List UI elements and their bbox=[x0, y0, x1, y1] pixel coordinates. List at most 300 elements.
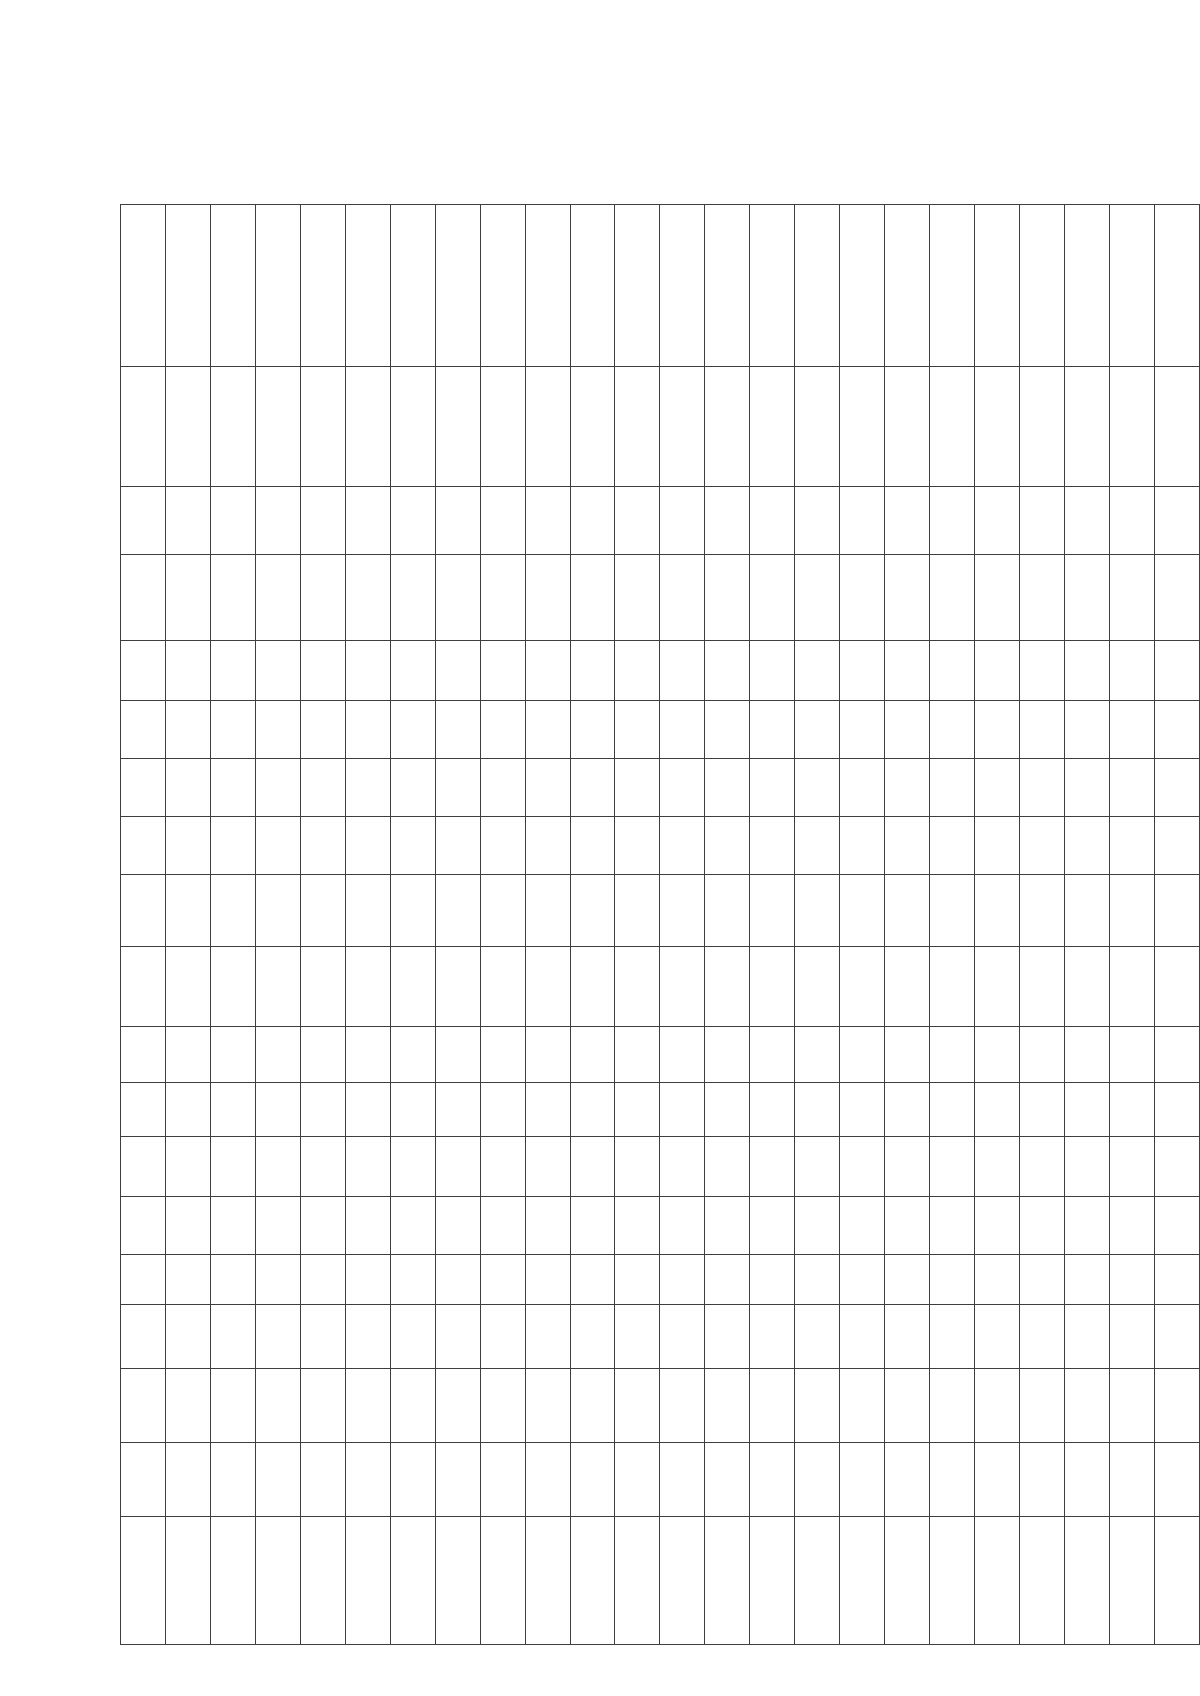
cell-c11 bbox=[975, 875, 1020, 947]
cell-address-2 bbox=[660, 205, 705, 367]
cell-count bbox=[255, 1083, 300, 1137]
cell-c15 bbox=[885, 641, 930, 701]
cell-c6 bbox=[930, 1197, 975, 1255]
cell-c15 bbox=[255, 641, 300, 701]
cell-c5 bbox=[570, 1255, 615, 1305]
cell-c16 bbox=[435, 555, 480, 641]
cell-c10 bbox=[210, 947, 255, 1027]
cell-address-2 bbox=[480, 205, 525, 367]
cell-location bbox=[390, 1517, 435, 1645]
cell-count bbox=[210, 1083, 255, 1137]
cell-count bbox=[930, 1083, 975, 1137]
cell-c6 bbox=[1154, 1197, 1199, 1255]
cell-surface bbox=[121, 1305, 166, 1369]
cell-surface bbox=[795, 1305, 840, 1369]
cell-c12 bbox=[840, 817, 885, 875]
cell-address-2 bbox=[435, 205, 480, 367]
cell-count bbox=[480, 1083, 525, 1137]
cell-address bbox=[615, 367, 660, 487]
cell-c17 bbox=[885, 487, 930, 555]
cell-c16 bbox=[210, 555, 255, 641]
cell-c10 bbox=[121, 947, 166, 1027]
cell-c7 bbox=[1020, 1137, 1065, 1197]
cell-location bbox=[300, 1517, 345, 1645]
cell-c11 bbox=[840, 875, 885, 947]
cell-surface bbox=[615, 1305, 660, 1369]
table-row bbox=[885, 205, 930, 1645]
cell-c15 bbox=[390, 641, 435, 701]
cell-c12 bbox=[1065, 817, 1110, 875]
cell-volume bbox=[840, 1027, 885, 1083]
cell-c13 bbox=[1065, 759, 1110, 817]
cell-c15 bbox=[1020, 641, 1065, 701]
cell-volume bbox=[390, 1027, 435, 1083]
cell-c16 bbox=[930, 555, 975, 641]
cell-c13 bbox=[930, 759, 975, 817]
cell-c15 bbox=[300, 641, 345, 701]
cell-longitude bbox=[525, 1369, 570, 1443]
cell-longitude bbox=[435, 1369, 480, 1443]
cell-c13 bbox=[570, 759, 615, 817]
cell-location bbox=[1154, 1517, 1199, 1645]
cell-c6 bbox=[390, 1197, 435, 1255]
cell-latitude bbox=[705, 1443, 750, 1517]
cell-c5 bbox=[975, 1255, 1020, 1305]
cell-location bbox=[480, 1517, 525, 1645]
cell-address bbox=[1109, 367, 1154, 487]
cell-address-2 bbox=[300, 205, 345, 367]
cell-c7 bbox=[750, 1137, 795, 1197]
cell-address bbox=[435, 367, 480, 487]
cell-address-2 bbox=[615, 205, 660, 367]
cell-c11 bbox=[930, 875, 975, 947]
cell-c5 bbox=[750, 1255, 795, 1305]
cell-c14 bbox=[1065, 701, 1110, 759]
cell-c14 bbox=[165, 701, 210, 759]
cell-address-2 bbox=[840, 205, 885, 367]
cell-c7 bbox=[885, 1137, 930, 1197]
cell-c7 bbox=[1065, 1137, 1110, 1197]
cell-c10 bbox=[615, 947, 660, 1027]
cell-c14 bbox=[570, 701, 615, 759]
cell-c12 bbox=[1109, 817, 1154, 875]
cell-c13 bbox=[210, 759, 255, 817]
cell-c17 bbox=[750, 487, 795, 555]
cell-c6 bbox=[1065, 1197, 1110, 1255]
cell-c17 bbox=[570, 487, 615, 555]
cell-c15 bbox=[615, 641, 660, 701]
cell-c13 bbox=[255, 759, 300, 817]
registry-table bbox=[120, 204, 1200, 1645]
cell-volume bbox=[750, 1027, 795, 1083]
cell-address-2 bbox=[345, 205, 390, 367]
cell-c7 bbox=[525, 1137, 570, 1197]
cell-volume bbox=[660, 1027, 705, 1083]
cell-c5 bbox=[210, 1255, 255, 1305]
cell-c16 bbox=[1020, 555, 1065, 641]
cell-c10 bbox=[390, 947, 435, 1027]
cell-c6 bbox=[795, 1197, 840, 1255]
table-row bbox=[210, 205, 255, 1645]
cell-c12 bbox=[885, 817, 930, 875]
cell-c15 bbox=[930, 641, 975, 701]
cell-latitude bbox=[570, 1443, 615, 1517]
cell-c12 bbox=[570, 817, 615, 875]
cell-c12 bbox=[525, 817, 570, 875]
cell-c14 bbox=[615, 701, 660, 759]
cell-address bbox=[795, 367, 840, 487]
cell-c10 bbox=[885, 947, 930, 1027]
cell-longitude bbox=[1020, 1369, 1065, 1443]
cell-longitude bbox=[570, 1369, 615, 1443]
cell-address bbox=[255, 367, 300, 487]
cell-latitude bbox=[615, 1443, 660, 1517]
cell-c10 bbox=[1020, 947, 1065, 1027]
cell-c16 bbox=[1065, 555, 1110, 641]
cell-c17 bbox=[975, 487, 1020, 555]
cell-c15 bbox=[705, 641, 750, 701]
cell-longitude bbox=[255, 1369, 300, 1443]
cell-count bbox=[300, 1083, 345, 1137]
cell-c16 bbox=[660, 555, 705, 641]
cell-location bbox=[840, 1517, 885, 1645]
cell-c12 bbox=[1020, 817, 1065, 875]
cell-address-2 bbox=[210, 205, 255, 367]
cell-c17 bbox=[255, 487, 300, 555]
cell-location bbox=[435, 1517, 480, 1645]
cell-c15 bbox=[345, 641, 390, 701]
cell-c13 bbox=[1154, 759, 1199, 817]
cell-latitude bbox=[795, 1443, 840, 1517]
cell-c15 bbox=[525, 641, 570, 701]
cell-volume bbox=[795, 1027, 840, 1083]
cell-count bbox=[1154, 1083, 1199, 1137]
cell-longitude bbox=[390, 1369, 435, 1443]
cell-c11 bbox=[885, 875, 930, 947]
cell-c6 bbox=[255, 1197, 300, 1255]
cell-c13 bbox=[480, 759, 525, 817]
cell-c16 bbox=[840, 555, 885, 641]
cell-c17 bbox=[345, 487, 390, 555]
cell-surface bbox=[480, 1305, 525, 1369]
cell-latitude bbox=[435, 1443, 480, 1517]
cell-longitude bbox=[975, 1369, 1020, 1443]
cell-c6 bbox=[1020, 1197, 1065, 1255]
cell-longitude bbox=[885, 1369, 930, 1443]
cell-c12 bbox=[210, 817, 255, 875]
cell-c11 bbox=[390, 875, 435, 947]
cell-c15 bbox=[750, 641, 795, 701]
cell-c12 bbox=[1154, 817, 1199, 875]
cell-c11 bbox=[795, 875, 840, 947]
cell-latitude bbox=[1109, 1443, 1154, 1517]
cell-location bbox=[885, 1517, 930, 1645]
cell-c7 bbox=[705, 1137, 750, 1197]
document-page bbox=[120, 205, 1200, 1645]
cell-c17 bbox=[390, 487, 435, 555]
cell-address bbox=[750, 367, 795, 487]
cell-count bbox=[1065, 1083, 1110, 1137]
table-row bbox=[930, 205, 975, 1645]
cell-address bbox=[300, 367, 345, 487]
cell-c17 bbox=[660, 487, 705, 555]
cell-surface bbox=[345, 1305, 390, 1369]
cell-c16 bbox=[121, 555, 166, 641]
cell-volume bbox=[885, 1027, 930, 1083]
cell-c6 bbox=[975, 1197, 1020, 1255]
cell-volume bbox=[705, 1027, 750, 1083]
cell-location bbox=[570, 1517, 615, 1645]
cell-c16 bbox=[480, 555, 525, 641]
table-row bbox=[480, 205, 525, 1645]
cell-c14 bbox=[300, 701, 345, 759]
cell-c7 bbox=[435, 1137, 480, 1197]
cell-c11 bbox=[660, 875, 705, 947]
cell-c12 bbox=[345, 817, 390, 875]
cell-c11 bbox=[615, 875, 660, 947]
cell-c11 bbox=[480, 875, 525, 947]
cell-c17 bbox=[930, 487, 975, 555]
cell-location bbox=[345, 1517, 390, 1645]
cell-c16 bbox=[345, 555, 390, 641]
cell-c13 bbox=[615, 759, 660, 817]
cell-volume bbox=[1065, 1027, 1110, 1083]
cell-address bbox=[570, 367, 615, 487]
cell-address bbox=[1065, 367, 1110, 487]
cell-c17 bbox=[165, 487, 210, 555]
cell-address-2 bbox=[975, 205, 1020, 367]
cell-c16 bbox=[1154, 555, 1199, 641]
cell-c13 bbox=[300, 759, 345, 817]
cell-c16 bbox=[255, 555, 300, 641]
cell-volume bbox=[345, 1027, 390, 1083]
cell-surface bbox=[210, 1305, 255, 1369]
cell-c5 bbox=[1065, 1255, 1110, 1305]
cell-c17 bbox=[840, 487, 885, 555]
cell-address-2 bbox=[390, 205, 435, 367]
cell-c6 bbox=[480, 1197, 525, 1255]
cell-address bbox=[1154, 367, 1199, 487]
cell-c13 bbox=[121, 759, 166, 817]
cell-surface bbox=[885, 1305, 930, 1369]
cell-c6 bbox=[435, 1197, 480, 1255]
cell-c5 bbox=[480, 1255, 525, 1305]
cell-location bbox=[1065, 1517, 1110, 1645]
cell-count bbox=[795, 1083, 840, 1137]
cell-c14 bbox=[1154, 701, 1199, 759]
cell-c14 bbox=[255, 701, 300, 759]
cell-latitude bbox=[525, 1443, 570, 1517]
cell-volume bbox=[480, 1027, 525, 1083]
table-row bbox=[705, 205, 750, 1645]
cell-surface bbox=[750, 1305, 795, 1369]
cell-c13 bbox=[750, 759, 795, 817]
table-row bbox=[975, 205, 1020, 1645]
cell-c10 bbox=[165, 947, 210, 1027]
cell-longitude bbox=[930, 1369, 975, 1443]
cell-c11 bbox=[300, 875, 345, 947]
cell-c13 bbox=[840, 759, 885, 817]
cell-latitude bbox=[165, 1443, 210, 1517]
cell-volume bbox=[1154, 1027, 1199, 1083]
cell-c5 bbox=[660, 1255, 705, 1305]
cell-c17 bbox=[121, 487, 166, 555]
cell-c17 bbox=[480, 487, 525, 555]
cell-c5 bbox=[795, 1255, 840, 1305]
cell-latitude bbox=[480, 1443, 525, 1517]
cell-c12 bbox=[121, 817, 166, 875]
cell-address-2 bbox=[705, 205, 750, 367]
cell-c6 bbox=[705, 1197, 750, 1255]
cell-c7 bbox=[480, 1137, 525, 1197]
cell-c5 bbox=[525, 1255, 570, 1305]
cell-count bbox=[121, 1083, 166, 1137]
cell-c16 bbox=[615, 555, 660, 641]
cell-address-2 bbox=[525, 205, 570, 367]
cell-c13 bbox=[525, 759, 570, 817]
cell-c6 bbox=[885, 1197, 930, 1255]
cell-latitude bbox=[975, 1443, 1020, 1517]
cell-c7 bbox=[165, 1137, 210, 1197]
table-row bbox=[660, 205, 705, 1645]
cell-c7 bbox=[1109, 1137, 1154, 1197]
cell-address bbox=[705, 367, 750, 487]
cell-c10 bbox=[525, 947, 570, 1027]
cell-latitude bbox=[210, 1443, 255, 1517]
cell-volume bbox=[525, 1027, 570, 1083]
table-row bbox=[390, 205, 435, 1645]
cell-c13 bbox=[660, 759, 705, 817]
cell-volume bbox=[121, 1027, 166, 1083]
table-row bbox=[300, 205, 345, 1645]
cell-c17 bbox=[1020, 487, 1065, 555]
cell-surface bbox=[975, 1305, 1020, 1369]
cell-c6 bbox=[165, 1197, 210, 1255]
cell-volume bbox=[165, 1027, 210, 1083]
cell-c15 bbox=[480, 641, 525, 701]
cell-longitude bbox=[1109, 1369, 1154, 1443]
cell-count bbox=[570, 1083, 615, 1137]
table-row bbox=[525, 205, 570, 1645]
cell-c11 bbox=[121, 875, 166, 947]
cell-c14 bbox=[121, 701, 166, 759]
cell-location bbox=[121, 1517, 166, 1645]
rotated-table-wrapper bbox=[120, 205, 1200, 1645]
cell-c15 bbox=[1154, 641, 1199, 701]
cell-address bbox=[480, 367, 525, 487]
cell-c16 bbox=[570, 555, 615, 641]
cell-location bbox=[255, 1517, 300, 1645]
cell-c16 bbox=[705, 555, 750, 641]
cell-location bbox=[705, 1517, 750, 1645]
cell-surface bbox=[165, 1305, 210, 1369]
cell-c10 bbox=[660, 947, 705, 1027]
cell-c15 bbox=[975, 641, 1020, 701]
cell-c16 bbox=[300, 555, 345, 641]
cell-address bbox=[1020, 367, 1065, 487]
cell-c5 bbox=[885, 1255, 930, 1305]
cell-c11 bbox=[750, 875, 795, 947]
cell-c11 bbox=[345, 875, 390, 947]
cell-address bbox=[210, 367, 255, 487]
cell-c5 bbox=[390, 1255, 435, 1305]
cell-c6 bbox=[210, 1197, 255, 1255]
cell-volume bbox=[1109, 1027, 1154, 1083]
cell-c10 bbox=[480, 947, 525, 1027]
cell-latitude bbox=[1154, 1443, 1199, 1517]
cell-c6 bbox=[615, 1197, 660, 1255]
cell-c12 bbox=[165, 817, 210, 875]
cell-c16 bbox=[390, 555, 435, 641]
cell-c13 bbox=[795, 759, 840, 817]
cell-c13 bbox=[390, 759, 435, 817]
cell-location bbox=[750, 1517, 795, 1645]
cell-c10 bbox=[840, 947, 885, 1027]
cell-address bbox=[840, 367, 885, 487]
cell-c14 bbox=[525, 701, 570, 759]
cell-count bbox=[345, 1083, 390, 1137]
cell-c17 bbox=[705, 487, 750, 555]
cell-c12 bbox=[975, 817, 1020, 875]
cell-longitude bbox=[1065, 1369, 1110, 1443]
cell-volume bbox=[255, 1027, 300, 1083]
cell-volume bbox=[1020, 1027, 1065, 1083]
cell-c5 bbox=[345, 1255, 390, 1305]
cell-c10 bbox=[570, 947, 615, 1027]
cell-c10 bbox=[1154, 947, 1199, 1027]
cell-c11 bbox=[210, 875, 255, 947]
cell-c6 bbox=[121, 1197, 166, 1255]
cell-count bbox=[840, 1083, 885, 1137]
cell-address-2 bbox=[570, 205, 615, 367]
cell-c7 bbox=[975, 1137, 1020, 1197]
cell-address bbox=[660, 367, 705, 487]
cell-c5 bbox=[435, 1255, 480, 1305]
cell-c11 bbox=[435, 875, 480, 947]
cell-c14 bbox=[885, 701, 930, 759]
table-row bbox=[750, 205, 795, 1645]
cell-c10 bbox=[930, 947, 975, 1027]
cell-c11 bbox=[1154, 875, 1199, 947]
cell-c12 bbox=[390, 817, 435, 875]
cell-address-2 bbox=[121, 205, 166, 367]
cell-c17 bbox=[1065, 487, 1110, 555]
cell-c6 bbox=[660, 1197, 705, 1255]
cell-c7 bbox=[345, 1137, 390, 1197]
cell-latitude bbox=[930, 1443, 975, 1517]
cell-surface bbox=[660, 1305, 705, 1369]
cell-c5 bbox=[615, 1255, 660, 1305]
cell-c10 bbox=[300, 947, 345, 1027]
cell-c11 bbox=[255, 875, 300, 947]
cell-c7 bbox=[840, 1137, 885, 1197]
cell-c5 bbox=[121, 1255, 166, 1305]
cell-c16 bbox=[975, 555, 1020, 641]
cell-c6 bbox=[750, 1197, 795, 1255]
cell-volume bbox=[975, 1027, 1020, 1083]
cell-c12 bbox=[615, 817, 660, 875]
cell-latitude bbox=[300, 1443, 345, 1517]
cell-latitude bbox=[750, 1443, 795, 1517]
cell-latitude bbox=[840, 1443, 885, 1517]
cell-c14 bbox=[705, 701, 750, 759]
cell-longitude bbox=[165, 1369, 210, 1443]
cell-c14 bbox=[1020, 701, 1065, 759]
cell-address bbox=[121, 367, 166, 487]
cell-surface bbox=[1020, 1305, 1065, 1369]
cell-c12 bbox=[255, 817, 300, 875]
cell-location bbox=[210, 1517, 255, 1645]
